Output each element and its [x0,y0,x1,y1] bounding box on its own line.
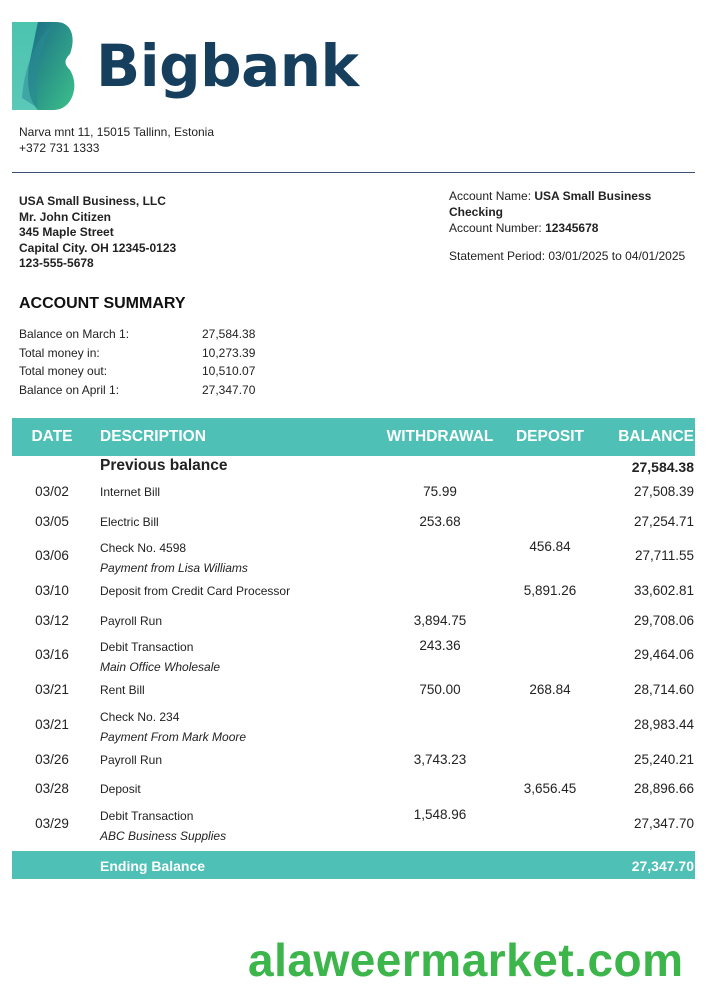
row-balance: 28,714.60 [633,682,694,697]
summary-label: Balance on March 1: [19,327,130,341]
row-description: Debit Transaction [100,640,194,654]
bigbank-logo-icon [10,20,78,112]
row-deposit: 456.84 [529,539,571,554]
customer-street: 345 Maple Street [19,225,114,239]
row-balance: 27,711.55 [634,548,694,563]
row-date: 03/21 [35,716,69,732]
row-deposit: 5,891.26 [523,583,577,598]
row-description: Deposit from Credit Card Processor [100,584,291,598]
bank-contact [19,124,214,156]
statement-period-label: Statement Period: [449,249,546,263]
summary-row [19,362,255,381]
summary-value: 10,510.07 [202,364,256,378]
transactions-table [12,418,695,879]
header-description: DESCRIPTION [100,428,206,445]
row-description: Deposit [100,782,141,796]
row-withdrawal: 3,743.23 [413,751,467,767]
row-balance: 33,602.81 [633,583,694,598]
row-date: 03/05 [35,513,69,529]
row-note: Main Office Wholesale [100,660,221,674]
row-withdrawal: 75.99 [423,484,457,499]
header-deposit: DEPOSIT [515,428,585,445]
table-row [12,775,695,805]
row-balance: 27,508.39 [633,484,694,499]
row-date: 03/21 [35,682,69,697]
account-number [449,220,689,236]
row-balance: 28,896.66 [633,781,694,796]
row-date: 03/29 [35,815,69,831]
table-row [12,636,695,676]
row-description: Electric Bill [100,514,159,529]
row-description: Internet Bill [100,485,161,499]
table-row [12,537,695,577]
table-row [12,577,695,607]
row-balance: 29,464.06 [633,647,694,662]
summary-row [19,344,255,363]
account-name-label: Account Name: [449,189,532,203]
row-note: Payment From Mark Moore [100,729,247,744]
previous-balance-value: 27,584.38 [631,459,694,475]
summary-value: 27,584.38 [202,327,256,341]
row-date: 03/12 [35,612,69,628]
account-info [449,188,689,264]
summary-label: Total money in: [19,345,100,360]
account-summary [19,325,255,399]
statement-period [449,248,689,264]
row-date: 03/02 [35,484,69,499]
row-date: 03/28 [35,781,69,796]
row-description: Rent Bill [100,683,145,697]
table-row [12,607,695,637]
account-number-label: Account Number: [449,221,542,235]
header-withdrawal: WITHDRAWAL [386,428,494,445]
previous-balance-row [12,456,695,478]
statement-period-value: 03/01/2025 to 04/01/2025 [548,249,686,263]
summary-label: Total money out: [19,364,108,378]
row-description: Check No. 4598 [100,541,187,555]
table-row [12,746,695,776]
summary-value: 27,347.70 [202,382,256,397]
row-date: 03/26 [35,751,69,767]
row-withdrawal: 253.68 [419,513,461,529]
row-balance: 27,347.70 [633,815,694,831]
table-row [12,478,695,508]
row-description: Payroll Run [100,752,163,767]
row-withdrawal: 1,548.96 [413,806,467,822]
summary-row [19,325,255,344]
customer-info [19,194,176,272]
row-balance: 29,708.06 [633,612,694,628]
bank-phone: +372 731 1333 [19,141,100,155]
row-note: ABC Business Supplies [100,828,227,843]
row-deposit: 268.84 [529,682,571,697]
customer-contact: Mr. John Citizen [19,209,112,224]
summary-value: 10,273.39 [202,345,256,360]
row-balance: 27,254.71 [633,513,694,529]
customer-city: Capital City. OH 12345-0123 [19,240,177,255]
summary-row [19,381,255,400]
table-row [12,676,695,706]
summary-label: Balance on April 1: [19,382,120,397]
ending-balance-row [12,851,695,879]
row-deposit: 3,656.45 [523,781,577,796]
watermark: alaweermarket.com [248,934,684,986]
row-description: Check No. 234 [100,709,180,724]
row-withdrawal: 3,894.75 [413,612,467,628]
row-withdrawal: 243.36 [419,638,461,653]
table-header [12,418,695,456]
bank-logo [10,20,359,116]
table-row [12,508,695,538]
row-withdrawal: 750.00 [419,682,461,697]
bank-address: Narva mnt 11, 15015 Tallinn, Estonia [19,125,215,139]
table-row [12,805,695,845]
customer-phone: 123-555-5678 [19,256,94,270]
row-description: Payroll Run [100,613,163,628]
account-number-value: 12345678 [545,221,599,235]
header-date: DATE [31,428,73,445]
previous-balance-label: Previous balance [100,457,228,474]
header-balance: BALANCE [618,428,694,445]
bank-name: Bigbank [96,32,359,100]
row-date: 03/16 [35,647,69,662]
row-date: 03/10 [35,583,69,598]
account-name-value: USA Small Business Checking [449,189,652,219]
account-name [449,188,689,220]
ending-balance-label: Ending Balance [100,857,206,874]
row-date: 03/06 [35,548,69,563]
row-description: Debit Transaction [100,808,194,823]
row-note: Payment from Lisa Williams [100,561,248,575]
table-row [12,706,695,746]
customer-company: USA Small Business, LLC [19,194,166,208]
account-summary-title: ACCOUNT SUMMARY [19,295,186,312]
row-balance: 28,983.44 [633,716,694,732]
ending-balance-value: 27,347.70 [631,857,694,874]
header-divider [12,172,695,173]
row-balance: 25,240.21 [633,751,694,767]
